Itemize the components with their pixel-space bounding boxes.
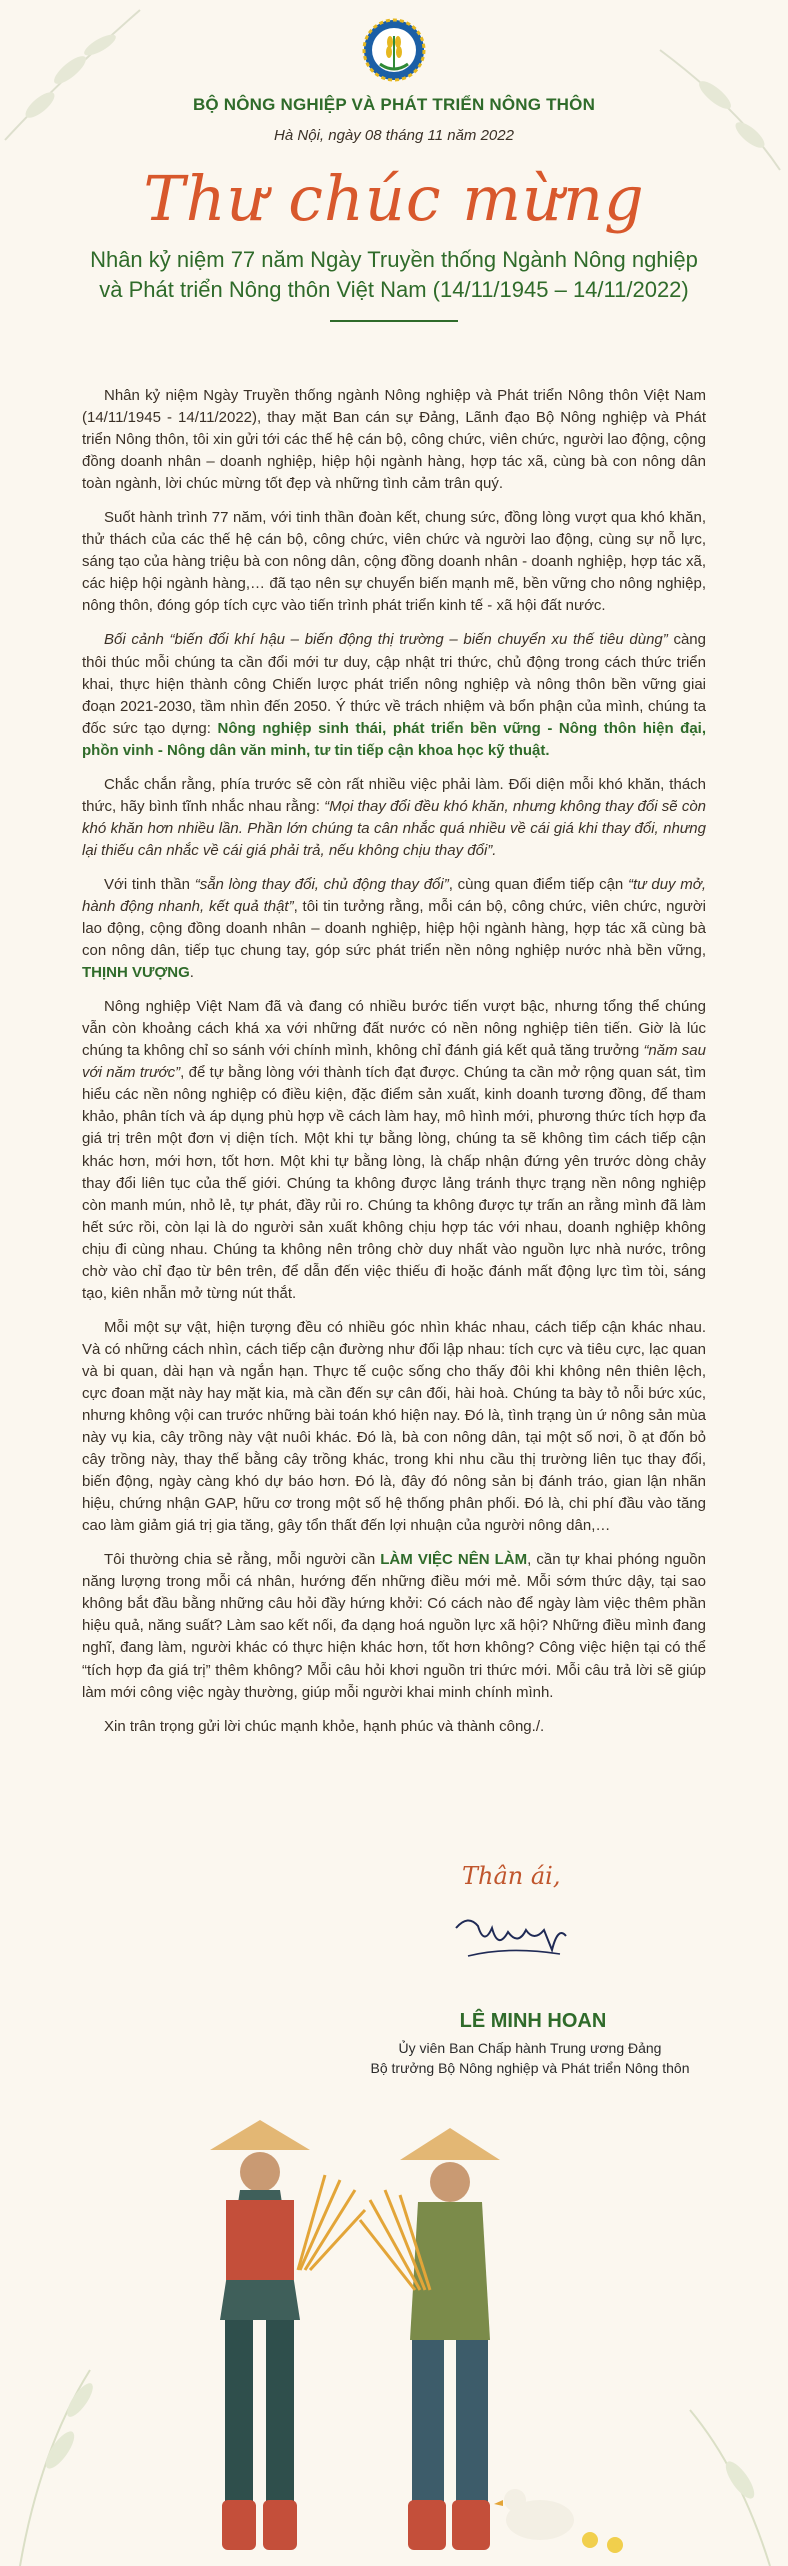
italic-quote: “Mọi thay đổi đều khó khăn, nhưng không thay đổi sẽ còn khó khăn hơn nhiều lần. Phần lớn chúng ta cân nhắc quá nhiều về cái giá khi thay đổi, nhưng lại thiếu cân nhắc về cái giá phải trả, nếu không chịu thay đổi”. — [82, 797, 706, 859]
paragraph: Mỗi một sự vật, hiện tượng đều có nhiều góc nhìn khác nhau, cách tiếp cận khác nhau. Và có những cách nhìn, cách tiếp cận đường như đối lập nhau: tích cực và tiêu cực, lạc quan và bi quan, dài hạn và ngắn hạn. Thực tế cuộc sống cho thấy đôi khi không nên thiên lệch, cực đoan mặt này hay mặt kia, mà cần đến sự cân đối, hài hoà. Chúng ta bày tỏ nỗi bức xúc, nhưng không vội can trước những bài toán khó hiện nay. Đó là, tình trạng ùn ứ nông sản mùa này vụ kia, cây trồng này vật nuôi khác. Đó là, bà con nông dân, tại một số nơi, ồ ạt đốn bỏ cây trồng này, thay thế bằng cây trồng khác, trong khi nhu cầu thị trường liên tục thay đổi, biến động, ngày càng khó dự báo hơn. Đó là, đây đó nông sản bị đánh tráo, gian lận nhãn hiệu, chứng nhận GAP, hữu cơ trong một số hệ thống phân phối. Đó là, chi phí đầu vào tăng cao làm giảm giá trị gia tăng, gây tổn thất đến lợi nhuận của người nông dân,… — [82, 1318, 706, 1535]
signer-name: LÊ MINH HOAN — [459, 2010, 607, 2032]
letter-header — [0, 18, 788, 322]
highlight-text: LÀM VIỆC NÊN LÀM — [380, 1551, 528, 1569]
paragraph: Suốt hành trình 77 năm, với tinh thần đoàn kết, chung sức, đồng lòng vượt qua khó khăn, thử thách của các thế hệ cán bộ, công chức, viên chức và người lao động, cùng sự nỗ lực, sáng tạo của hàng triệu bà con nông dân, cộng đồng doanh nhân - doanh nghiệp, hợp tác xã, các hiệp hội ngành hàng,… đã tạo nên sự chuyển biến mạnh mẽ, bền vững cho nông nghiệp, nông thôn, đóng góp tích cực vào tiến trình phát triển kinh tế - xã hội đất nước. — [82, 509, 706, 615]
closing: Thân ái, — [462, 1862, 561, 1890]
paragraph-text: , tôi tin tưởng rằng, mỗi cán bộ, công chức, viên chức, người lao động, cộng đồng doanh nhân – doanh nghiệp, hiệp hội ngành hàng, hợp tác xã cùng bà con nông dân, tiếp tục chung tay, góp sức phát triển nền nông nghiệp nước nhà bền vững, — [82, 897, 707, 960]
signer-role: Bộ trưởng Bộ Nông nghiệp và Phát triển Nông thôn — [370, 2060, 690, 2076]
paragraph: Xin trân trọng gửi lời chúc mạnh khỏe, hạnh phúc và thành công./. — [104, 1717, 545, 1735]
highlight-text: THỊNH VƯỢNG — [82, 964, 190, 982]
ministry-name: BỘ NÔNG NGHIỆP VÀ PHÁT TRIỂN NÔNG THÔN — [192, 95, 596, 114]
paragraph-text: càng thôi thúc mỗi chúng ta cần đổi mới tư duy, cập nhật tri thức, chủ động trong cách thức triển khai, thực hiện thành công Chiến lược phát triển nông nghiệp và nông thôn bền vững giai đoạn 2021-2030, tầm nhìn đến 2050. Ý thức về trách nhiệm và bổn phận của mình, chúng ta đốc sức tạo dựng: — [82, 631, 706, 737]
handwritten-signature-icon — [448, 1906, 568, 1966]
title-divider — [330, 320, 458, 322]
signer-role: Ủy viên Ban Chấp hành Trung ương Đảng — [398, 2040, 662, 2056]
subtitle — [0, 245, 788, 304]
letter-body — [82, 385, 706, 1750]
page-title: Thư chúc mừng — [143, 162, 645, 235]
ministry-emblem-icon — [362, 18, 426, 82]
paragraph-text: , cần tự khai phóng nguồn năng lượng trong mỗi cá nhân, hướng đến những điều mới mẻ. Mỗi sớm thức dậy, tại sao không bắt đầu bằng những câu hỏi đầy hứng khởi: Có cách nào để ngày làm việc thêm phần hiệu quả, năng suất? Làm sao kết nối, đa dạng hoá nguồn lực xã hội? Những điều mình đang nghĩ, đang làm, người khác có thực hiện khác hơn, tốt hơn không? Công việc hiện tại có thể “tích hợp đa giá trị” thêm không? Mỗi câu hỏi khơi nguồn tri thức mới. Mỗi câu trả lời sẽ giúp làm mới công việc ngày thường, giúp mỗi người khai minh chính mình. — [82, 1551, 706, 1701]
dateline: Hà Nội, ngày 08 tháng 11 năm 2022 — [274, 127, 514, 144]
subtitle-line-2: và Phát triển Nông thôn Việt Nam (14/11/1945 – 14/11/2022) — [99, 276, 689, 302]
highlight-text: Nông nghiệp sinh thái, phát triển bền vững - Nông thôn hiện đại, phồn vinh - Nông dân văn minh, tư tin tiếp cận khoa học kỹ thuật. — [82, 719, 707, 759]
paragraph — [82, 874, 706, 984]
paragraph-text: Với tinh thần — [104, 875, 195, 893]
paragraph — [82, 629, 706, 761]
paragraph — [82, 774, 706, 862]
paragraph-text: , để tự bằng lòng với thành tích đạt được. Chúng ta cần mở rộng quan sát, tìm hiểu các nền nông nghiệp có điều kiện, đặc điểm sản xuất, kinh doanh tương đồng, để tham khảo, phân tích và áp dụng phù hợp về cách làm hay, mô hình mới, phương thức tích hợp đa giá trị trên một đơn vị diện tích. Một khi tự bằng lòng, chúng ta sẽ không tìm cách tiếp cận khác hơn, mới hơn, tốt hơn. Một khi tự bằng lòng, là chấp nhận đứng yên trước dòng chảy thay đổi liên tục của thế giới. Chúng ta không được lảng tránh thực trạng nền nông nghiệp còn manh mún, nhỏ lẻ, tự phát, đầy rủi ro. Chúng ta không được tự trấn an rằng mình đã làm hết sức rồi, còn lại là do người sản xuất không chịu hợp tác với nhau, doanh nghiệp không chịu đi cùng nhau. Chúng ta không nên trông chờ duy nhất vào nguồn lực nhà nước, trông chờ vào chỉ đạo từ bên trên, để dẫn đến việc thiếu đi hoặc đánh mất động lực tìm tòi, sáng tạo, kiên nhẫn mở từng nút thắt. — [82, 1064, 707, 1302]
paragraph-text: . — [189, 964, 194, 982]
subtitle-line-1: Nhân kỷ niệm 77 năm Ngày Truyền thống Ngành Nông nghiệp — [90, 247, 698, 272]
farmers-illustration-icon — [0, 2120, 788, 2566]
paragraph — [82, 996, 706, 1305]
paragraph: Nhân kỷ niệm Ngày Truyền thống ngành Nông nghiệp và Phát triển Nông thôn Việt Nam (14/11/1945 - 14/11/2022), thay mặt Ban cán sự Đảng, Lãnh đạo Bộ Nông nghiệp và Phát triển Nông thôn, tôi xin gửi tới các thế hệ cán bộ, công chức, viên chức, người lao động, cộng đồng doanh nhân – doanh nghiệp, hiệp hội ngành hàng, hợp tác xã, cùng bà con nông dân toàn ngành, lời chúc mừng tốt đẹp và những tình cảm trân quý. — [82, 387, 706, 493]
italic-quote: “tư duy mở, hành động nhanh, kết quả thật” — [82, 875, 707, 915]
italic-quote: “sẵn lòng thay đổi, chủ động thay đổi” — [194, 875, 449, 893]
paragraph-text: Tôi thường chia sẻ rằng, mỗi người cần — [104, 1551, 381, 1569]
paragraph — [82, 1549, 706, 1703]
paragraph-text: Nông nghiệp Việt Nam đã và đang có nhiều bước tiến vượt bậc, nhưng tổng thể chúng vẫn còn khoảng cách khá xa với những đất nước có nền nông nghiệp tiên tiến. Giờ là lúc chúng ta không chỉ so sánh với chính mình, không chỉ đánh giá kết quả tăng trưởng — [82, 998, 706, 1060]
italic-quote: Bối cảnh “biến đổi khí hậu – biến động thị trường – biến chuyển xu thế tiêu dùng” — [104, 631, 668, 649]
italic-quote: “năm sau với năm trước” — [82, 1042, 706, 1082]
paragraph-text: , cùng quan điểm tiếp cận — [448, 875, 628, 893]
paragraph-text: Chắc chắn rằng, phía trước sẽ còn rất nhiều việc phải làm. Đối diện mỗi khó khăn, thách thức, hãy bình tĩnh nhắc nhau rằng: — [82, 775, 706, 815]
